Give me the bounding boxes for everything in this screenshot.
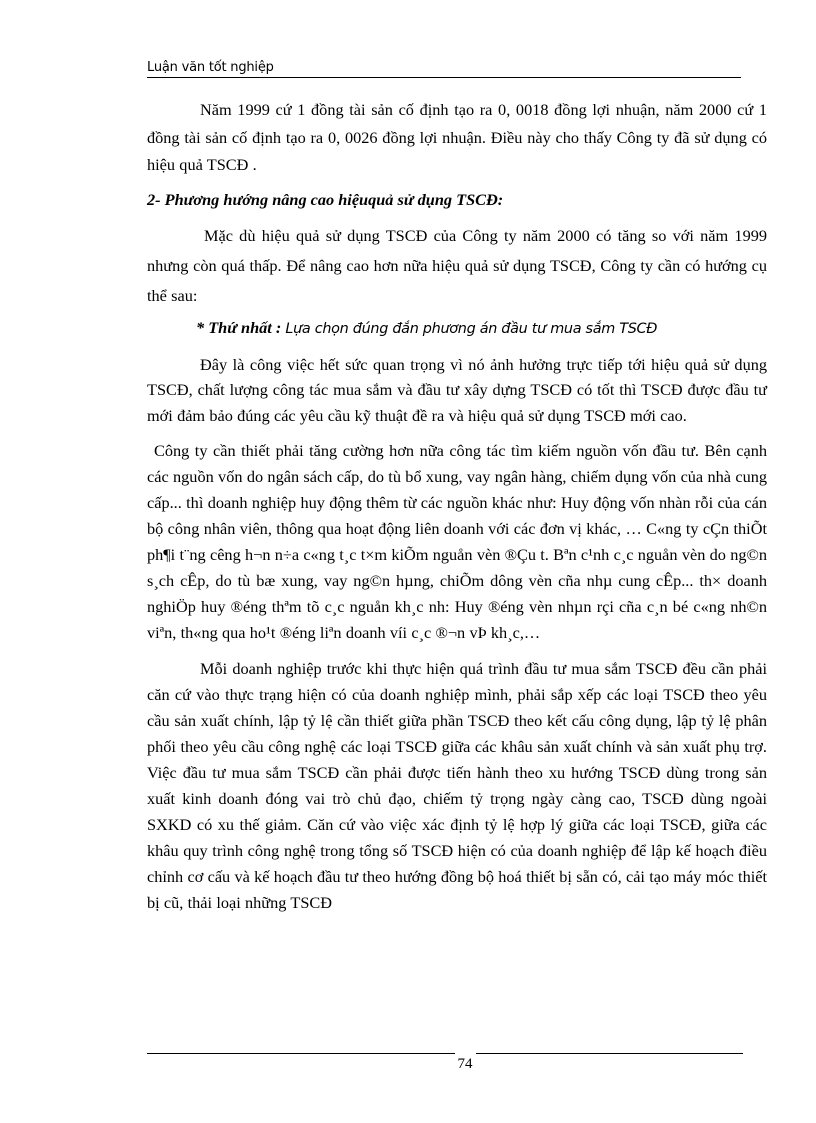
- paragraph-improvement-need: Mặc dù hiệu quả sử dụng TSCĐ của Công ty năm 2000 có tăng so với năm 1999 nhưng còn quá thấp. Để nâng cao hơn nữa hiệu quả sử dụng TSCĐ, Công ty cần có hướng cụ thể sau:: [147, 225, 767, 305]
- section-heading: 2- Phương hướng nâng cao hiệuquả sử dụng TSCĐ:: [147, 189, 504, 209]
- paragraph-importance: Đây là công việc hết sức quan trọng vì nó ảnh hưởng trực tiếp tới hiệu quả sử dụng TSCĐ, chất lượng công tác mua sắm và đầu tư xây dựng TSCĐ có tốt thì TSCĐ được đầu tư mới đảm bảo đúng các yêu cầu kỹ thuật đề ra và hiệu quả sử dụng TSCĐ mới cao.: [147, 354, 767, 425]
- paragraph-investment-structure: Mỗi doanh nghiệp trước khi thực hiện quá trình đầu tư mua sắm TSCĐ đều cần phải căn cứ vào thực trạng hiện có của doanh nghiệp mình, phải sắp xếp các loại TSCĐ theo yêu cầu sản xuất chính, lập tỷ lệ cần thiết giữa phần TSCĐ theo kết cấu công dụng, lập tỷ lệ phân phối theo yêu cầu công nghệ các loại TSCĐ giữa các khâu sản xuất chính và sản xuất phụ trợ. Việc đầu tư mua sắm TSCĐ cần phải được tiến hành theo xu hướng TSCĐ dùng trong sản xuất kinh doanh đóng vai trò chủ đạo, chiếm tỷ trọng ngày càng cao, TSCĐ dùng ngoài SXKD có xu thế giảm. Căn cứ vào việc xác định tỷ lệ hợp lý giữa các loại TSCĐ, giữa các khâu quy trình công nghệ trong tổng số TSCĐ hiện có của doanh nghiệp để lập kế hoạch điều chỉnh cơ cấu và kế hoạch đầu tư theo hướng đồng bộ hoá thiết bị sẵn có, cải tạo máy móc thiết bị cũ, thải loại những TSCĐ: [147, 659, 767, 912]
- page-header: [147, 60, 741, 78]
- footer-rule-right: [476, 1053, 743, 1054]
- header-title: Luận văn tốt nghiệp: [147, 60, 274, 75]
- paragraph-profit-ratio: Năm 1999 cứ 1 đồng tài sản cố định tạo ra 0, 0018 đồng lợi nhuận, năm 2000 cứ 1 đồng tài sản cố định tạo ra 0, 0026 đồng lợi nhuận. Điều này cho thấy Công ty đã sử dụng có hiệu quả TSCĐ .: [147, 100, 767, 174]
- page-number: 74: [457, 1056, 473, 1072]
- document-body: [147, 96, 767, 916]
- footer-rule-left: [147, 1053, 455, 1054]
- paragraph-capital-sources: Công ty cần thiết phải tăng cường hơn nữa công tác tìm kiếm nguồn vốn đầu tư. Bên cạnh các nguồn vốn do ngân sách cấp, do tù bổ xung, vay ngân hàng, chiếm dụng vốn của nhà cung cấp... thì doanh nghiệp huy động thêm từ các nguồn khác như: Huy động vốn nhàn rỗi của cán bộ công nhân viên, thông qua hoạt động liên doanh với các đơn vị khác, … C«ng ty cÇn thiÕt ph¶i t¨ng cêng h¬n n÷a c«ng t¸c t×m kiÕm nguån vèn ®Çu t. Bªn c¹nh c¸c nguån vèn do ng©n s¸ch cÊp, do tù bæ xung, vay ng©n hµng, chiÕm dông vèn cña nhµ cung cÊp... th× doanh nghiÖp huy ®éng thªm tõ c¸c nguån kh¸c nh: Huy ®éng vèn nhµn rçi cña c¸n bé c«ng nh©n viªn, th«ng qua ho¹t ®éng liªn doanh víi c¸c ®¬n vÞ kh¸c,…: [147, 441, 767, 642]
- subheading-label: * Thứ nhất :: [196, 317, 282, 337]
- header-rule: [147, 77, 741, 78]
- subheading-text: Lựa chọn đúng đắn phương án đầu tư mua sắm TSCĐ: [285, 320, 658, 337]
- subheading: [147, 315, 767, 342]
